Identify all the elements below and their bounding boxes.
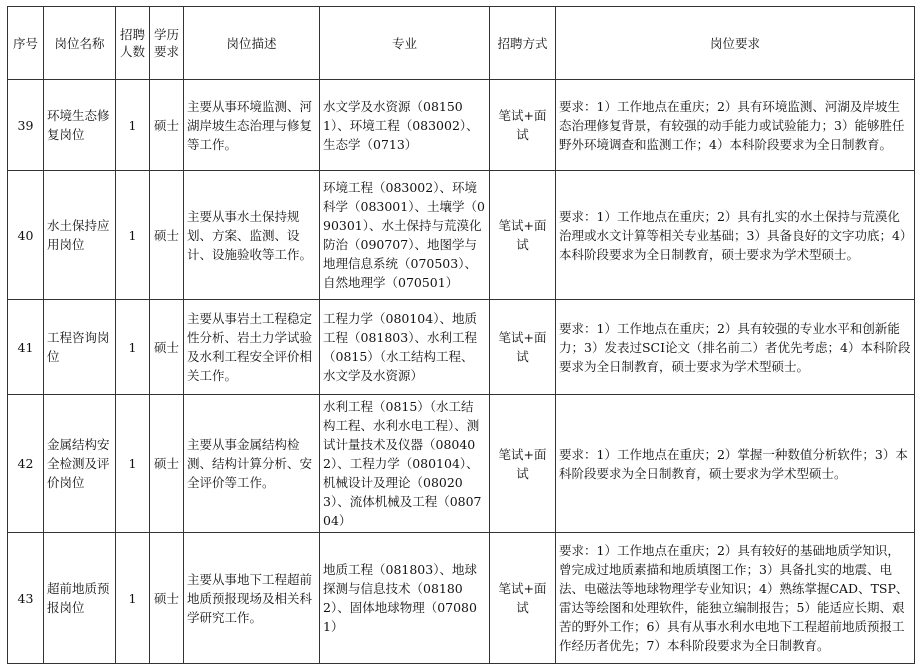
cell-no: 42 (8, 395, 44, 533)
cell-no: 40 (8, 171, 44, 300)
cell-count: 1 (116, 80, 150, 171)
header-requirements: 岗位要求 (556, 7, 915, 80)
header-recruit-count: 招聘人数 (116, 7, 150, 80)
cell-no: 41 (8, 300, 44, 395)
cell-description: 主要从事水土保持规划、方案、监测、设计、设施验收等工作。 (184, 171, 320, 300)
header-major: 专业 (320, 7, 490, 80)
cell-major: 水利工程（0815）（水工结构工程、水利水电工程）、测试计量技术及仪器（080402）、工程力学（080104）、机械设计及理论（080203）、流体机械及工程（080704） (320, 395, 490, 533)
table-header-row (8, 7, 915, 80)
cell-major: 工程力学（080104）、地质工程（081803）、水利工程（0815）（水工结构工程、水文学及水资源） (320, 300, 490, 395)
cell-education: 硕士 (150, 300, 184, 395)
job-requirements-table (7, 6, 915, 664)
header-no: 序号 (8, 7, 44, 80)
cell-method: 笔试+面试 (490, 533, 556, 664)
cell-education: 硕士 (150, 533, 184, 664)
cell-method: 笔试+面试 (490, 80, 556, 171)
cell-major: 水文学及水资源（081501）、环境工程（083002）、生态学（0713） (320, 80, 490, 171)
cell-method: 笔试+面试 (490, 300, 556, 395)
table-row (8, 171, 915, 300)
cell-method: 笔试+面试 (490, 171, 556, 300)
cell-no: 43 (8, 533, 44, 664)
cell-position-name: 环境生态修复岗位 (44, 80, 116, 171)
cell-count: 1 (116, 171, 150, 300)
cell-count: 1 (116, 395, 150, 533)
cell-count: 1 (116, 533, 150, 664)
header-method: 招聘方式 (490, 7, 556, 80)
cell-description: 主要从事环境监测、河湖岸坡生态治理与修复等工作。 (184, 80, 320, 171)
cell-description: 主要从事地下工程超前地质预报现场及相关科学研究工作。 (184, 533, 320, 664)
table-row (8, 533, 915, 664)
job-table-container (7, 6, 915, 664)
cell-education: 硕士 (150, 395, 184, 533)
cell-education: 硕士 (150, 171, 184, 300)
cell-position-name: 金属结构安全检测及评价岗位 (44, 395, 116, 533)
cell-description: 主要从事岩土工程稳定性分析、岩土力学试验及水利工程安全评价相关工作。 (184, 300, 320, 395)
header-position-name: 岗位名称 (44, 7, 116, 80)
cell-position-name: 超前地质预报岗位 (44, 533, 116, 664)
header-education: 学历要求 (150, 7, 184, 80)
cell-requirements: 要求：1）工作地点在重庆；2）具有扎实的水土保持与荒漠化治理或水文计算等相关专业基础；3）具备良好的文字功底；4）本科阶段要求为全日制教育，硕士要求为学术型硕士。 (556, 171, 915, 300)
cell-count: 1 (116, 300, 150, 395)
header-description: 岗位描述 (184, 7, 320, 80)
table-row (8, 300, 915, 395)
cell-description: 主要从事金属结构检测、结构计算分析、安全评价等工作。 (184, 395, 320, 533)
cell-major: 环境工程（083002）、环境科学（083001）、土壤学（090301）、水土保持与荒漠化防治（090707）、地图学与地理信息系统（070503）、自然地理学（070501） (320, 171, 490, 300)
table-row (8, 80, 915, 171)
cell-education: 硕士 (150, 80, 184, 171)
cell-requirements: 要求：1）工作地点在重庆；2）掌握一种数值分析软件；3）本科阶段要求为全日制教育，硕士要求为学术型硕士。 (556, 395, 915, 533)
cell-requirements: 要求：1）工作地点在重庆；2）具有较好的基础地质学知识，曾完成过地质素描和地质填图工作；3）具备扎实的地震、电法、电磁法等地球物理学专业知识；4）熟练掌握CAD、TSP、雷达等绘图和处理软件，能独立编制报告；5）能适应长期、艰苦的野外工作；6）具有从事水利水电地下工程超前地质预报工作经历者优先；7）本科阶段要求为全日制教育。 (556, 533, 915, 664)
table-row (8, 395, 915, 533)
cell-requirements: 要求：1）工作地点在重庆；2）具有环境监测、河湖及岸坡生态治理修复背景，有较强的动手能力或试验能力；3）能够胜任野外环境调查和监测工作；4）本科阶段要求为全日制教育。 (556, 80, 915, 171)
cell-method: 笔试+面试 (490, 395, 556, 533)
cell-major: 地质工程（081803）、地球探测与信息技术（081802）、固体地球物理（070801） (320, 533, 490, 664)
cell-requirements: 要求：1）工作地点在重庆；2）具有较强的专业水平和创新能力；3）发表过SCI论文（排名前二）者优先考虑；4）本科阶段要求为全日制教育，硕士要求为学术型硕士。 (556, 300, 915, 395)
cell-no: 39 (8, 80, 44, 171)
cell-position-name: 水土保持应用岗位 (44, 171, 116, 300)
cell-position-name: 工程咨询岗位 (44, 300, 116, 395)
